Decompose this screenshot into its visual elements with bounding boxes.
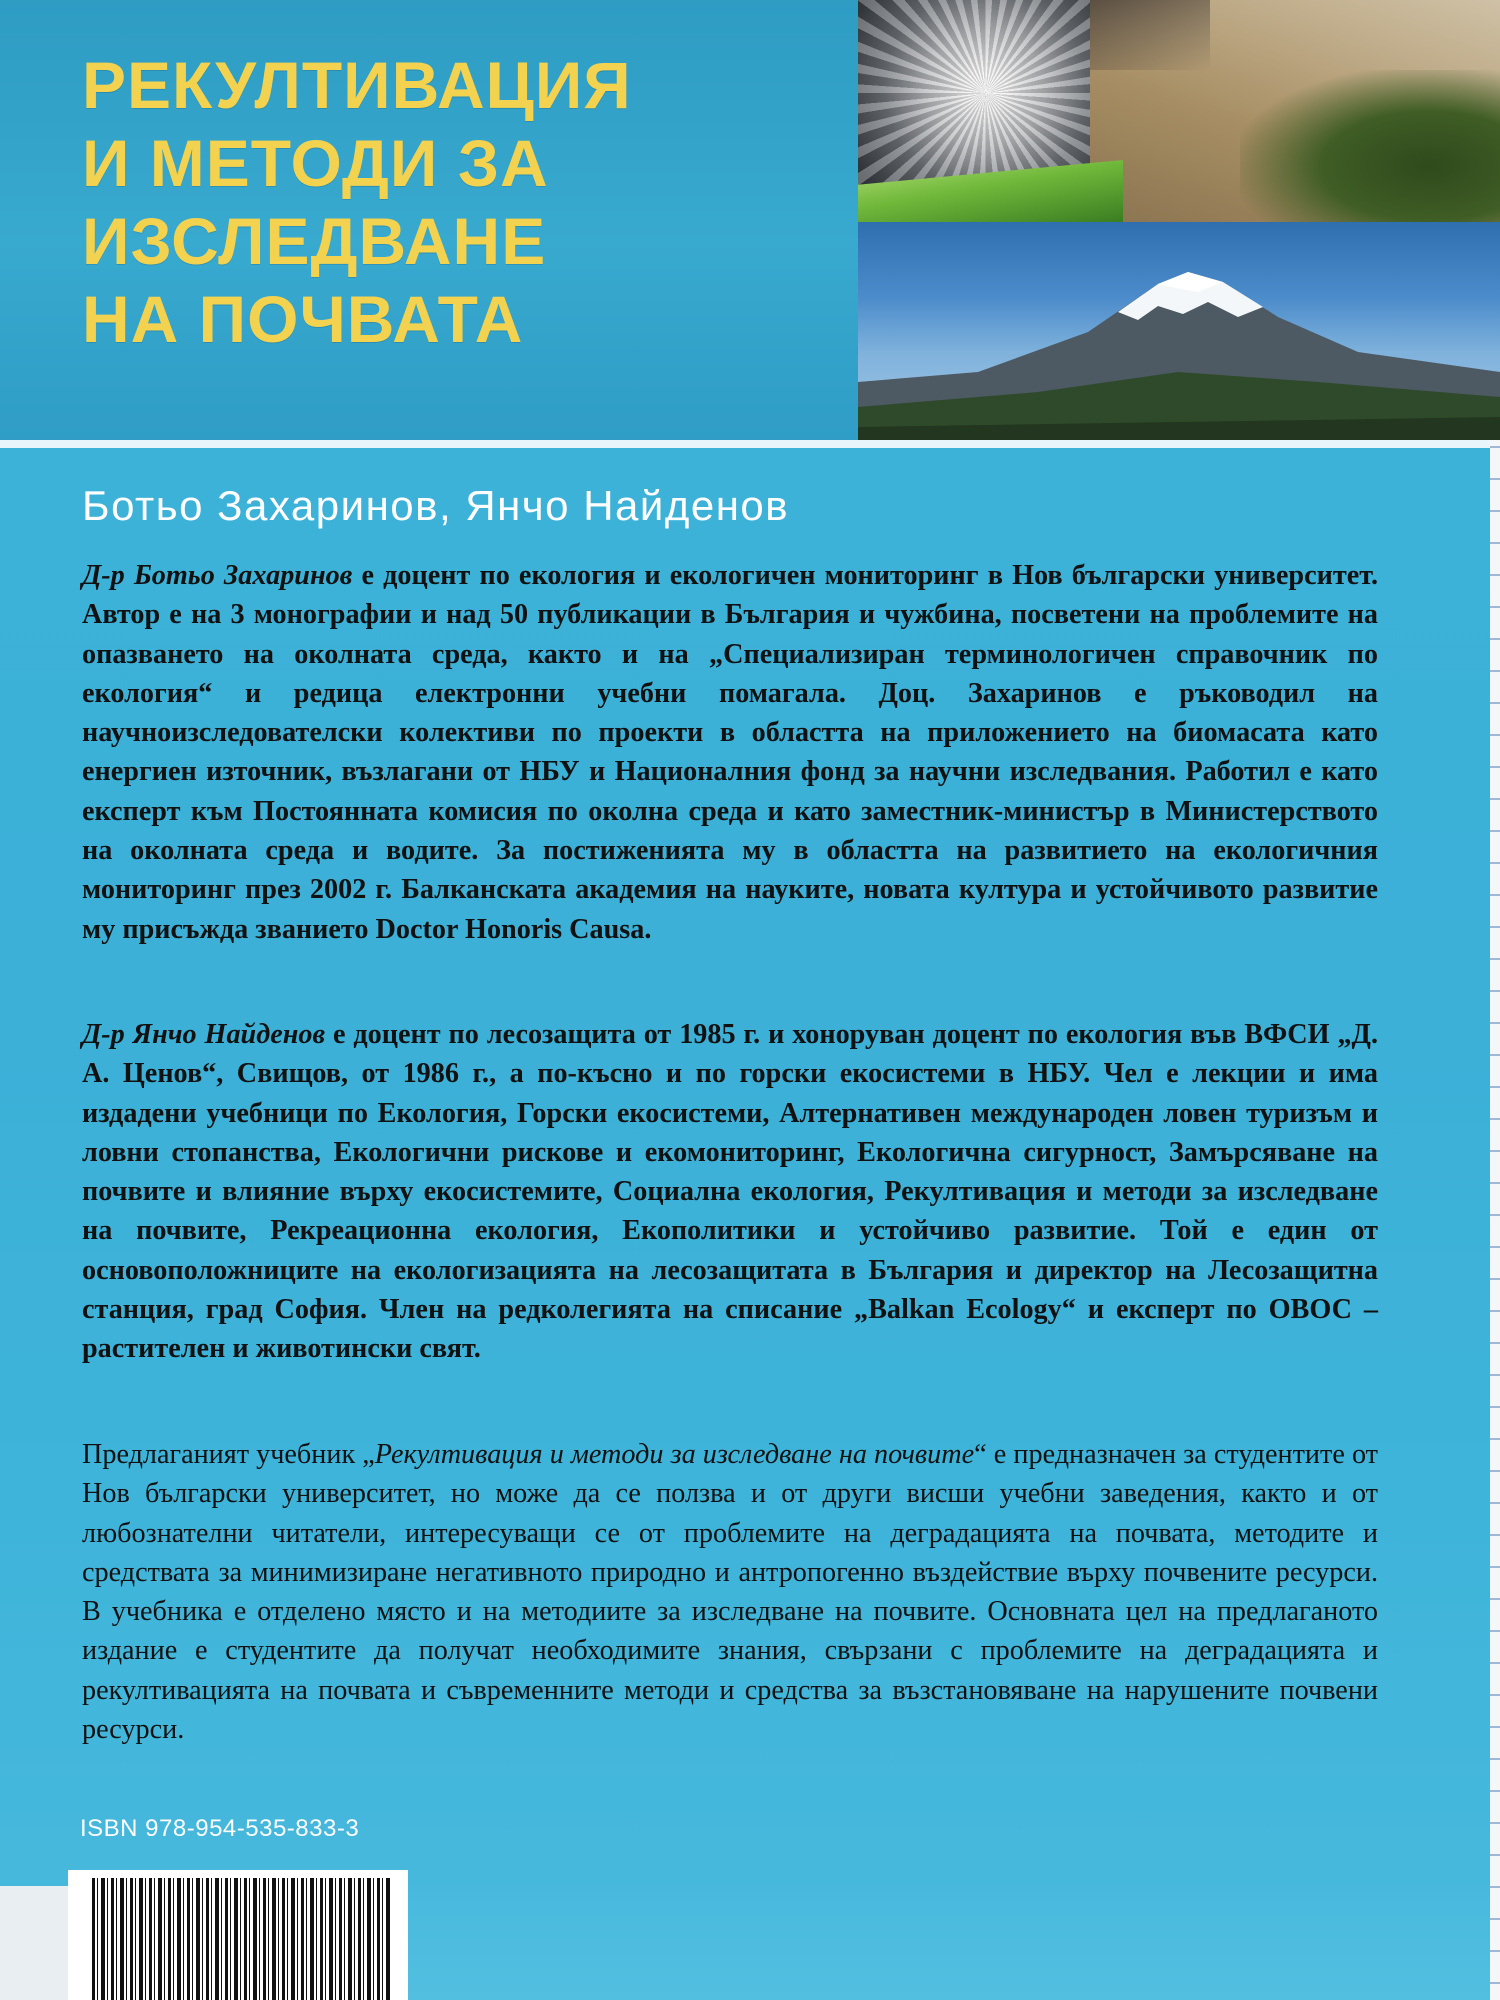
title-line: ИЗСЛЕДВАНЕ	[82, 204, 547, 278]
book-title	[82, 46, 842, 358]
bio-zaharinov	[82, 556, 1378, 949]
bio-name: Д-р Янчо Найденов	[82, 1019, 326, 1050]
description-text: “ е предназначен за студентите от Нов български университет, но може да се ползва и от други висши учебни заведения, както и от любознателни читатели, интересуващи се от проблемите на деградацията на почвата, методите и средствата за минимизиране негативното природно и антропогенно въздействие върху почвените ресурси. В учебника е отделено място и на методиите за изследване на почвите. Основната цел на предлаганото издание е студентите да получат необходимите знания, свързани с проблемите на деградацията и рекултивацията на почвата и съвременните методи и средства за възстановяване на нарушените почвени ресурси.	[82, 1439, 1379, 1746]
barcode	[92, 1878, 392, 2000]
panel-divider	[0, 440, 1490, 448]
description-book-title: Рекултивация и методи за изследване на почвите	[374, 1439, 975, 1470]
bio-text: е доцент по екология и екологичен мониторинг в Нов български университет. Автор е на 3 монографии и над 50 публикации в България и чужбина, посветени на проблемите на опазването на околната среда, както и на „Специализиран терминологичен справочник по екология“ и редица електронни учебни помагала. Доц. Захаринов е ръководил на научноизследователски колективи по проекти в областта на приложението на биомасата като енергиен източник, възлагани от НБУ и Националния фонд за научни изследвания. Работил е като експерт към Постоянната комисия по околна среда и като заместник-министър в Министерството на околната среда и водите. За постиженията му в областта на развитието на екологичния мониторинг през 2002 г. Балканската академия на науките, новата култура и устойчивото развитие му присъжда званието Doctor Honoris Causa.	[82, 560, 1378, 945]
title-band	[0, 0, 858, 440]
book-description	[82, 1435, 1378, 1749]
quarry-landscape-photo	[1090, 0, 1500, 222]
bio-name: Д-р Ботьо Захаринов	[82, 560, 353, 591]
bio-naydenov	[82, 1015, 1378, 1369]
snowy-mountain-photo	[858, 222, 1500, 440]
authors-line: Ботьо Захаринов, Янчо Найденов	[82, 482, 790, 529]
bottom-strip	[408, 1886, 1490, 2000]
isbn-number: ISBN 978-954-535-833-3	[80, 1815, 360, 1842]
title-line: НА ПОЧВАТА	[82, 282, 524, 356]
bio-text: е доцент по лесозащита от 1985 г. и хоноруван доцент по екология във ВФСИ „Д. А. Ценов“, Свищов, от 1986 г., а по-късно и по горски екосистеми в НБУ. Чел е лекции и има издадени учебници по Екология, Горски екосистеми, Алтернативен международен ловен туризъм и ловни стопанства, Екологични рискове и екомониторинг, Екологична сигурност, Замърсяване на почвите и влияние върху екосистемите, Социална екология, Рекултивация и методи за изследване на почвите, Рекреационна екология, Екополитики и устойчиво развитие. Той е един от основоположниците на екологизацията на лесозащитата в България и директор на Лесозащитна станция, град София. Член на редколегията на списание „Balkan Ecology“ и експерт по ОВОС – растителен и животински свят.	[82, 1019, 1378, 1365]
title-line: РЕКУЛТИВАЦИЯ	[82, 48, 632, 122]
description-prefix: Предлаганият учебник „	[82, 1439, 375, 1470]
title-line: И МЕТОДИ ЗА	[82, 126, 549, 200]
